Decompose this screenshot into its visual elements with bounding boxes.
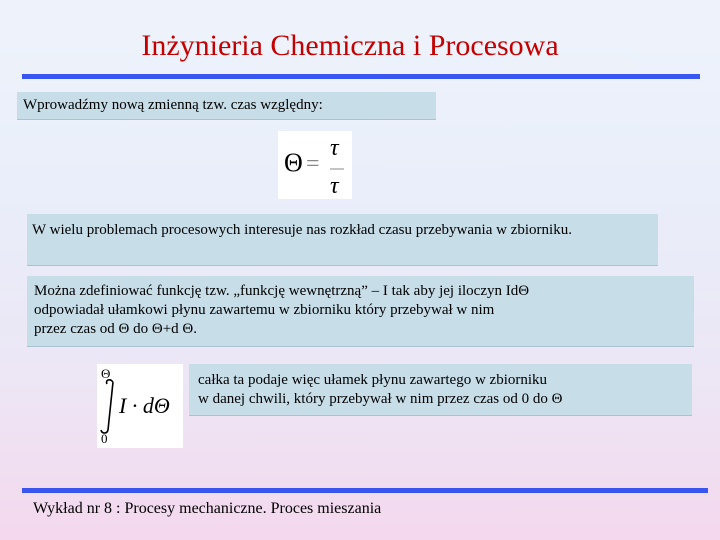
internal-function-paragraph-box	[27, 276, 694, 347]
integral-explanation-line-2: w danej chwili, który przebywał w nim przez czas od 0 do Θ	[198, 391, 563, 407]
integral-sign-icon	[101, 380, 113, 433]
formula-theta-symbol: Θ	[284, 148, 303, 177]
residence-time-paragraph: W wielu problemach procesowych interesuje nas rozkład czasu przebywania w zbiorniku.	[32, 222, 572, 238]
residence-time-paragraph-box	[27, 214, 658, 266]
integral-explanation-box	[189, 364, 692, 416]
formula-equals-sign: =	[306, 151, 320, 177]
slide-title: Inżynieria Chemiczna i Procesowa	[141, 29, 559, 62]
intro-text: Wprowadźmy nową zmienną tzw. czas względny:	[23, 97, 323, 113]
integral-integrand: I · dΘ	[119, 393, 170, 418]
internal-function-line-2: odpowiadał ułamkowi płynu zawartemu w zbiorniku który przebywał w nim	[34, 302, 495, 318]
integral-formula	[97, 364, 183, 448]
relative-time-formula	[278, 131, 352, 199]
formula-numerator-tau: τ	[330, 135, 339, 161]
lecture-footer: Wykład nr 8 : Procesy mechaniczne. Proces mieszania	[33, 500, 382, 517]
integral-lower-limit: 0	[101, 431, 108, 446]
internal-function-line-3: przez czas od Θ do Θ+d Θ.	[34, 321, 197, 337]
relative-time-formula-graphic	[278, 131, 352, 199]
integral-explanation-line-1: całka ta podaje więc ułamek płynu zawartego w zbiorniku	[198, 372, 548, 388]
title-divider	[22, 74, 700, 79]
internal-function-line-1: Można zdefiniować funkcję tzw. „funkcję wewnętrzną” – I tak aby jej iloczyn IdΘ	[34, 283, 530, 299]
footer-divider	[22, 488, 708, 493]
formula-denominator-tau: τ	[330, 173, 339, 199]
intro-text-box	[17, 92, 436, 120]
integral-formula-graphic	[97, 364, 183, 448]
integral-upper-limit: Θ	[101, 366, 111, 381]
